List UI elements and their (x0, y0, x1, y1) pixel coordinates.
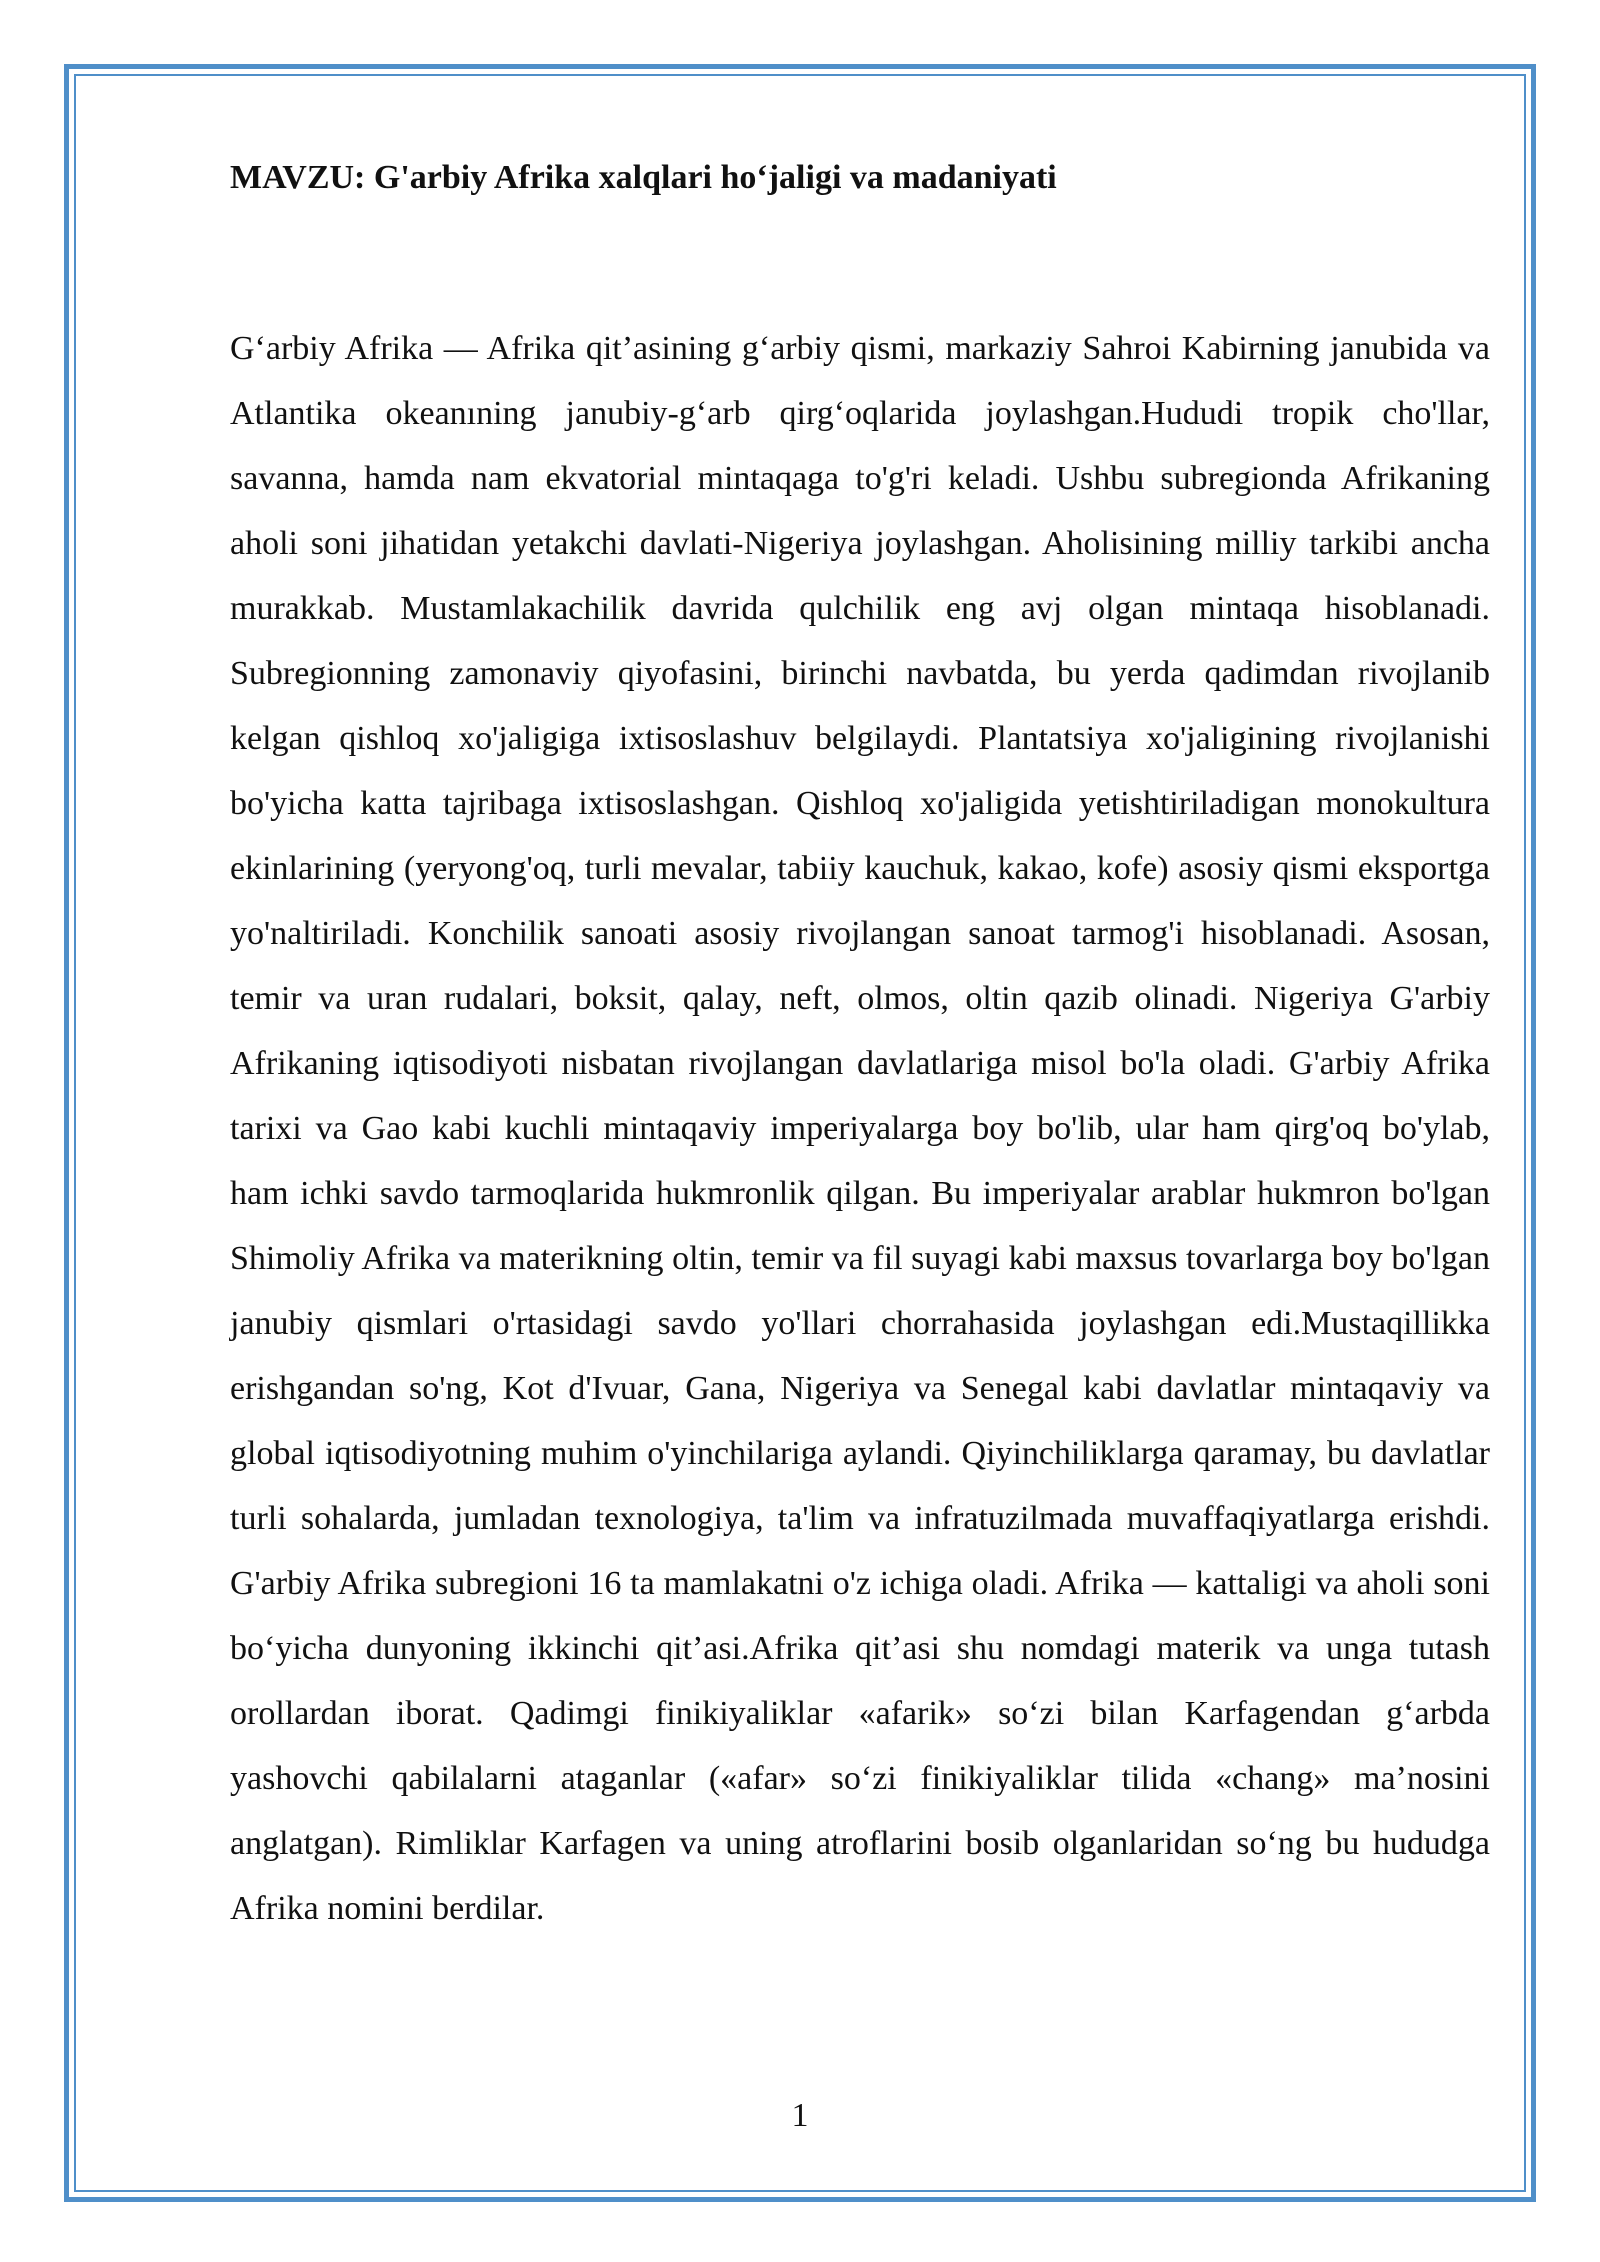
document-title: MAVZU: G'arbiy Afrika xalqlari ho‘jaligi va madaniyati (230, 159, 1057, 196)
page-number: 1 (791, 2097, 809, 2134)
document-content (230, 150, 1490, 1941)
document-body-paragraph: G‘arbiy Afrika — Afrika qit’asining g‘arbiy qismi, markaziy Sahroi Kabirning janubida va Atlantika okeanıning janubiy-g‘arb qirg‘oqlarida joylashgan.Hududi tropik cho'llar, savanna, hamda nam ekvatorial mintaqaga to'g'ri keladi. Ushbu subregionda Afrikaning aholi soni jihatidan yetakchi davlati-Nigeriya joylashgan. Aholisining milliy tarkibi ancha murakkab. Mustamlakachilik davrida qulchilik eng avj olgan mintaqa hisoblanadi. Subregionning zamonaviy qiyofasini, birinchi navbatda, bu yerda qadimdan rivojlanib kelgan qishloq xo'jaligiga ixtisoslashuv belgilaydi. Plantatsiya xo'jaligining rivojlanishi bo'yicha katta tajribaga ixtisoslashgan. Qishloq xo'jaligida yetishtiriladigan monokultura ekinlarining (yeryong'oq, turli mevalar, tabiiy kauchuk, kakao, kofe) asosiy qismi eksportga yo'naltiriladi. Konchilik sanoati asosiy rivojlangan sanoat tarmog'i hisoblanadi. Asosan, temir va uran rudalari, boksit, qalay, neft, olmos, oltin qazib olinadi. Nigeriya G'arbiy Afrikaning iqtisodiyoti nisbatan rivojlangan davlatlariga misol bo'la oladi. G'arbiy Afrika tarixi va Gao kabi kuchli mintaqaviy imperiyalarga boy bo'lib, ular ham qirg'oq bo'ylab, ham ichki savdo tarmoqlarida hukmronlik qilgan. Bu imperiyalar arablar hukmron bo'lgan Shimoliy Afrika va materikning oltin, temir va fil suyagi kabi maxsus tovarlarga boy bo'lgan janubiy qismlari o'rtasidagi savdo yo'llari chorrahasida joylashgan edi.Mustaqillikka erishgandan so'ng, Kot d'Ivuar, Gana, Nigeriya va Senegal kabi davlatlar mintaqaviy va global iqtisodiyotning muhim o'yinchilariga aylandi. Qiyinchiliklarga qaramay, bu davlatlar turli sohalarda, jumladan texnologiya, ta'lim va infratuzilmada muvaffaqiyatlarga erishdi. G'arbiy Afrika subregioni 16 ta mamlakatni o'z ichiga oladi. Afrika — kattaligi va aholi soni bo‘yicha dunyoning ikkinchi qit’asi.Afrika qit’asi shu nomdagi materik va unga tutash orollardan iborat. Qadimgi finikiyaliklar «afarik» so‘zi bilan Karfagendan g‘arbda yashovchi qabilalarni ataganlar («afar» so‘zi finikiyaliklar tilida «chang» ma’nosini anglatgan). Rimliklar Karfagen va uning atroflarini bosib olganlaridan so‘ng bu hududga Afrika nomini berdilar. (230, 330, 1490, 1927)
